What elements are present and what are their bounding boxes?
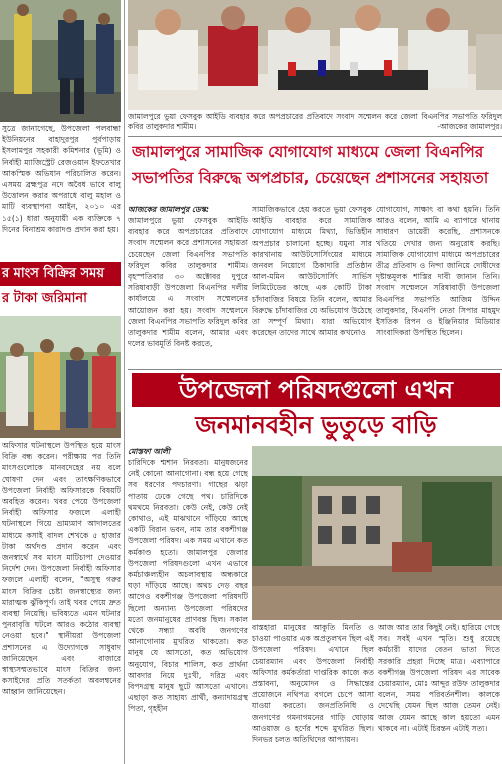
top-story-column-2: সামাজিকভাবে হেয় করতে ভুয়া ফেসবুক আইডি ব্যবহার করে সামাজিক যোগাযোগ মাধ্যমে মিথ্যা, ভিত্তিহীন অপপ্রচার চালানো হচ্ছে। যমুনা সার কারখানায় আউটসোর্সিংয়ের মাধ্যমে জনবল নিয়োগে ঠিকাদারি প্রতিষ্ঠান আল-মমিন আউটসোর্সিং সার্ভিস লিমিটেডের কাছে এক কোটি টাকা চাঁদাবাজির বিষয়ে তিনি বলেন, আমার বিরুদ্ধে চাঁদাবাজির যে অভিযোগ উঠেছে তা সম্পূর্ণ মিথ্যা। যারা অভিযোগ করেছেন তাদের সাথে আমার কখনোও [252,205,372,338]
feature-headline-line-1: উপজেলা পরিষদগুলো এখন [132,373,500,407]
feature-column-3: আজ আর তার কিছুই নেই। হারিয়ে গেছে সব। সবই এখন স্মৃতি। শুধু রয়েছে কর্মচারী যাদের বেতন ভাতা দিতে সরকারি প্রহরা দিচ্ছে মাত্র। এব্যাপারে বকশীগঞ্জ উপজেলা পরিষদ এর সাবেক চেয়ারম্যান, মোঃ আব্দুর রউফ তালুকদার বলেন, সময় পরিবর্তনশীল। কালকে দেখেছি যেমন ছিল আজ তেমন নেই। আজ যেমন আছে কাল হয়তো এমন থাকবে না। এটাই চিরন্তন এটাই সত্য। [378,623,500,733]
left-article-paragraph-2: অফিসার ঘটনাস্থলে উপস্থিত হয়ে মাংস বিক্রি বন্ধ করেন। পরীক্ষায় পর তিনি মাংসগুলোকে মানবদেহের নয় বলে ঘোষণা দেন এবং তাৎক্ষণিকভাবে উপজেলা নির্বাহী অফিসারকে বিষয়টি অবহিত করেন। খবর পেয়ে উপজেলা নির্বাহী অফিসার ফজলে এলাহী ঘটনাস্থলে গিয়ে ভ্রাম্যমাণ আদালতের মাধ্যমে কসাই বাদল শেখকে ৫ হাজার টাকা অর্থদণ্ড প্রদান করেন এবং জনস্বার্থে সব মাংস মাটিচাপা দেওয়ার নির্দেশ দেন। উপজেলা নির্বাহী অফিসার ফজলে এলাহী বলেন, "অসুস্থ গরুর মাংস বিক্রির চেষ্টা জনস্বাস্থ্যের জন্য মারাত্মক ঝুঁকিপূর্ণ। তাই খবর পেয়ে দ্রুত ব্যবস্থা নিয়েছি। ভবিষ্যতে এমন ঘটনার পুনরাবৃত্তি ঘটলে আরও কঠোর ব্যবস্থা নেওয়া হবে।" স্থানীয়রা উপজেলা প্রশাসনের এ উদ্যোগকে সাধুবাদ জানিয়েছেন এবং বাজারে স্বাস্থ্যসম্মতভাবে মাংস বিক্রির জন্য কসাইদের প্রতি সতর্কতা অবলম্বনের আহ্বান জানিয়েছেন। [2,441,121,697]
feature-photo [252,446,502,620]
feature-headline-line-2: জনমানবহীন ভুতুড়ে বাড়ি [132,408,500,442]
left-article-paragraph-1: সুত্রে জানাগেছে, উপজেলা পলবান্ধা ইউনিয়নের বাহাদুরপুর পুর্বপাড়ায় ইসলামপুর সহকারী কমিশনার (ভূমি) ও নির্বাহী ম্যাজিস্ট্রেট রেজওয়ান ইফতেখার আকস্মিক অভিযান পরিচালিত করেন। এসময় ব্রহ্মপুত্র নদে অবৈধ ভাবে বালু উত্তোলন করার অপরাধে বালু মহাল ও মাটি ব্যবস্থাপনা আইন, ২০১০ এর ১৫(১) ধারা অনুযায়ী এক ব্যক্তিকে ৭ দিনের বিনাশ্রম কারাদণ্ড প্রদান করা হয়। [2,124,121,234]
feature-column-1: চারিদিকে শ্মশান নিরবতা। মানুষজনের নেই কোনো আনাগোনা। বন্ধ হয়ে গেছে সব ধরণের পদচারণা। গাছের ঝড়া পাতায় ঢেকে গেছে পথ। চারিদিকে থমথমে নিরবতা। কেউ নেই, কেউ নেই কোথাও, এই মাঝখানে দাঁড়িয়ে আছে একটি বিরান ভবন, নাম তার বকশীগঞ্জ উপজেলা পরিষদ। এক সময় এখানে কত কর্মকাণ্ড হতো। জামালপুর জেলার উপজেলা পরিষদগুলো এখন এভাবে কর্মচাঞ্চল্যহীন অচলাবস্থায় অন্ধকারে ঘড়া দাঁড়িয়ে আছে। অথচ দেড় বছর আগেও বকশীগঞ্জ উপজেলা পরিষদটি ছিলো অন্যান্য উপজেলা পরিষদের মতো জনমানুষের প্রাণবন্ত ছিল। সকাল থেকে সন্ধ্যা অবধি জনগণের আনাগোনায় মুখরিত থাকতো। কত মানুষ যে আসতো, কত অভিযোগ অনুযোগ, বিচার শালিস, কত প্রার্থনা আবদার নিয়ে দুঃখী, দরিদ্র এবং বিপদগ্রস্থ মানুষ ছুটে আসতো এখানে। এছাড়া কত সাহায্য প্রার্থী, কন্যাদায়গ্রস্থ পিতা, গৃহহীন [128,458,248,714]
top-story-headline-line-2: সভাপতির বিরুদ্ধে অপপ্রচার, চেয়েছেন প্রশাসনের সহায়তা [132,169,489,187]
top-story-byline: আজকের জামালপুর ডেস্ক: [128,205,210,214]
left-article-photo [0,316,121,438]
press-conference-photo [128,0,502,110]
left-article-headline-line-1: র মাংস বিক্রির সময় [0,262,121,286]
feature-byline: মোস্তফা আলী [128,447,171,456]
left-article-headline-line-2: র টাকা জরিমানা [0,287,121,311]
press-photo-caption [128,112,502,134]
top-story-divider [128,136,502,137]
top-story-column-3: যোগাযোগ, সাক্ষাৎ বা কথা হয়নি। তিনি আরও বলেন, আমি এ ব্যাপারে থানায় সাধারণ ডায়েরী করেছি, প্রশাসনকে খতিয়ে দেখার জন্য অনুরোধ করছি। সামাজিক যোগাযোগ মাধ্যমে অপপ্রচারের তীব্র প্রতিবাদ ও নিন্দা জানিয়ে দোষীদের দৃষ্টান্তমূলক শাস্তির দাবী জানান তিনি। সংবাদ সম্মেলনে সরিষাবাড়ী উপজেলা বিএনপির সভাপতি আজিম উদ্দিন তালুকদার, বিএনপি নেতা সিপার মাহমুদ ইসতিক রিপন ও ইঞ্জিনিয়ার মিডিয়ার সাংবাদিকরা উপস্থিত ছিলেন। [376,205,500,338]
top-left-photo [0,0,121,122]
press-photo-caption-text: জামালপুরে ভুয়া ফেসবুক আইডি ব্যবহার করে অপপ্রচারের প্রতিবাদে সংবাদ সম্মেলন করে জেলা বিএনপির সভাপতি ফরিদুল কবির তালুকদার শামীম। [128,112,502,131]
top-story-headline-line-1: জামালপুরে সামাজিক যোগাযোগ মাধ্যমে জেলা বিএনপির [132,143,484,161]
feature-top-divider [128,369,502,370]
feature-column-2: বাস্তহারা মানুষের আকুতি মিনতি ও চাওয়া পাওয়ার এক অপ্রতুলখন ছিল এই উপজেলা পরিষদ। এখানে ছিল চেয়ারম্যান এবং উপজেলা নির্বাহী অফিসার কর্মকর্তারা দাপ্তরিক কাজে কত প্রস্তাবনা, অনুমোদন ও সিদ্ধান্তের প্রয়োজনে নথিপত্র বগলে চেপে আসা যাওয়া করতো। জনপ্রতিনিধি ও জনগণের গমনাগমনের গাড়ি ঘোড়ায় আওয়াজ ও হর্ণের শব্দে মুখরিত ছিল। দিনভর চলত অতিথিদের আপ্যায়ন। [252,623,374,745]
column-divider [124,0,125,764]
press-photo-credit: -আজকের জামালপুর। [437,122,502,131]
top-story-column-1: জামালপুরে ভুয়া ফেসবুক আইডি ব্যবহার করে অপপ্রচারের প্রতিবাদে সংবাদ সম্মেলন করে প্রশাসনের সহায়তা চেয়েছেন জেলা বিএনপির সভাপতি ফরিদুল কবির তালুকদার শামীম। বৃহস্পতিবার ৩০ অক্টোবর দুপুরে সরিষাবাড়ী উপজেলা বিএনপির দলীয় কার্যালয়ে এ সংবাদ সম্মেলনের আয়োজন করা হয়। সংবাদ সম্মেলনে জেলা বিএনপির সভাপতি ফরিদুল কবির তালুকদার শামীম বলেন, আমার এবং দলের ভাবমূর্তি বিনষ্ট করতে, [128,216,248,349]
